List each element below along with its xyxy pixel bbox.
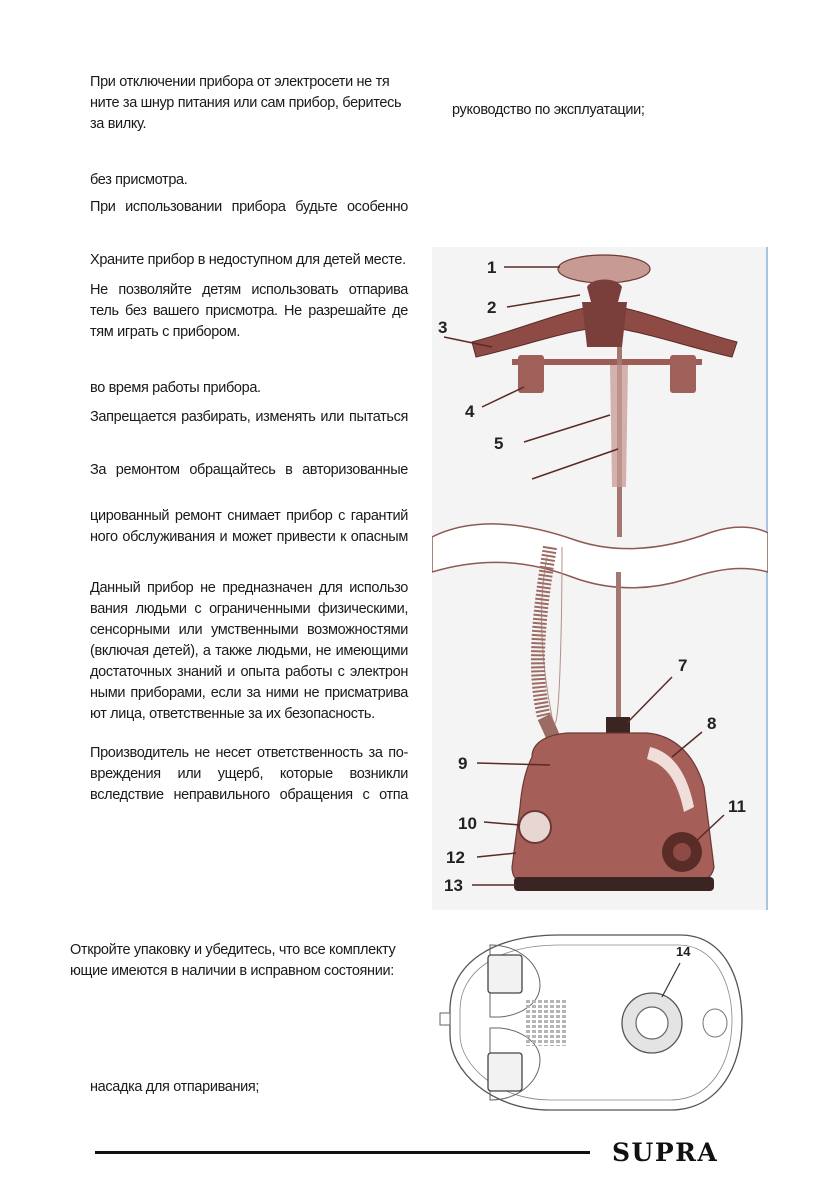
callout-14: 14 — [676, 944, 691, 959]
wheel-top — [488, 955, 522, 993]
callout-5: 5 — [494, 434, 504, 453]
switch-knob — [519, 811, 551, 843]
vent-grille — [526, 1000, 568, 1046]
paragraph-caution: При использовании прибора будьте особенно — [90, 199, 408, 215]
steamer-base — [514, 877, 714, 891]
nozzle-head — [610, 365, 628, 487]
paragraph-store-away: Храните прибор в недоступном для детей месте. — [90, 252, 406, 268]
clip-right — [670, 355, 696, 393]
pole-lower — [616, 572, 621, 717]
paragraph-unpack: Откройте упаковку и убедитесь, что все комплекту ющие имеются в наличии в исправном состоянии: — [70, 942, 396, 979]
paragraph-warranty: цированный ремонт снимает прибор с гарантий ного обслуживания и может привести к опасным — [90, 508, 408, 545]
callout-3: 3 — [438, 318, 448, 337]
wheel-bottom — [488, 1053, 522, 1091]
callout-11: 11 — [728, 797, 746, 816]
list-item-manual: руководство по эксплуатации; — [452, 102, 645, 118]
side-foot — [703, 1009, 727, 1037]
callout-10: 10 — [458, 814, 477, 833]
steamer-illustration — [432, 247, 768, 910]
callout-8: 8 — [707, 714, 717, 733]
footer-rule — [95, 1151, 590, 1154]
brand-logo: SUPRA — [612, 1138, 719, 1167]
paragraph-disassemble: Запрещается разбирать, изменять или пытаться — [90, 409, 408, 425]
base-bottom-view — [430, 925, 750, 1120]
hanger-top — [587, 280, 622, 303]
callout-4: 4 — [465, 402, 475, 421]
callout-12: 12 — [446, 848, 465, 867]
wheel-hub — [673, 843, 691, 861]
paragraph-during-operation: во время работы прибора. — [90, 380, 261, 396]
paragraph-repair: За ремонтом обращайтесь в авторизованные — [90, 462, 408, 478]
list-item-nozzle: насадка для отпаривания; — [90, 1079, 260, 1095]
tank-valve-inner — [636, 1007, 668, 1039]
cord-outlet — [440, 1013, 450, 1025]
callout-1: 1 — [487, 258, 497, 277]
paragraph-limited-capabilities: Данный прибор не предназначен для использо вания людьми с ограниченными физическими, сенсорными или умственными возможностями (включая детей), а также людьми, не имеющими достаточных знаний и опыта работы с электрон ными приборами, если за ними не присматрива ют лица, ответственные за их безопасность. — [90, 580, 408, 722]
paragraph-children: Не позволяйте детям использовать отпарива тель без вашего присмотра. Не разрешайте де тям играть с прибором. — [90, 282, 408, 340]
paragraph-unplug: При отключении прибора от электросети не тя ните за шнур питания или сам прибор, беритесь за вилку. — [90, 74, 402, 132]
callout-13: 13 — [444, 876, 463, 895]
hanger-center — [582, 302, 627, 347]
callout-9: 9 — [458, 754, 468, 773]
paragraph-unattended: без присмотра. — [90, 172, 188, 188]
paragraph-liability: Производитель не несет ответственность за по- вреждения или ущерб, которые возникли вследствие неправильного обращения с отпа — [90, 745, 408, 803]
callout-7: 7 — [678, 656, 688, 675]
control-panel — [558, 255, 650, 283]
callout-2: 2 — [487, 298, 497, 317]
